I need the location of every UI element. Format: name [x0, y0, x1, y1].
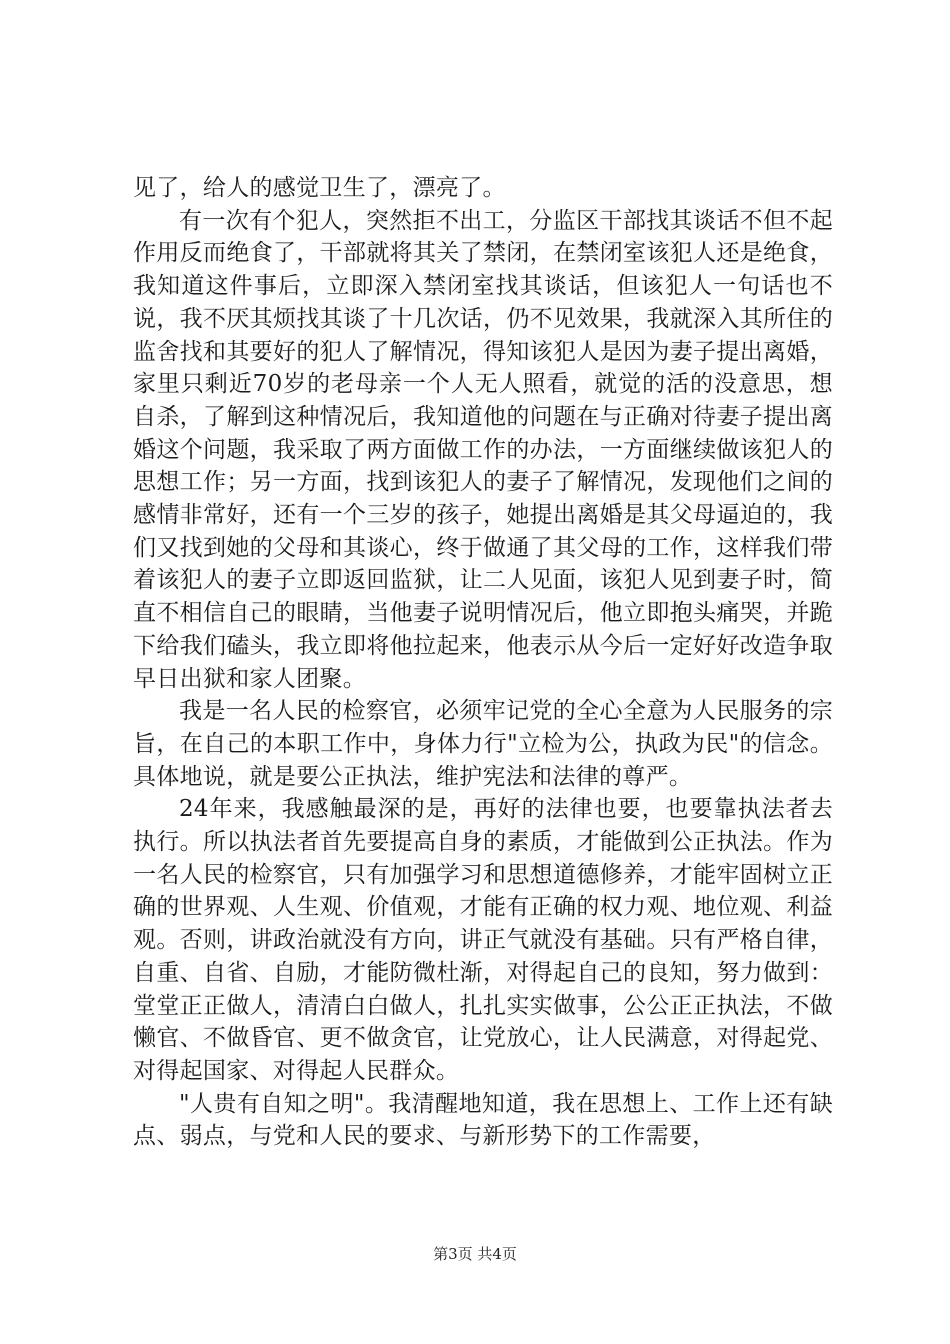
page-footer: 第3页 共4页	[433, 1245, 517, 1263]
document-body	[133, 172, 833, 1153]
paragraph-24-years: 24年来，我感触最深的是，再好的法律也要，也要靠执法者去执行。所以执法者首先要提高自身的素质，才能做到公正执法。作为一名人民的检察官，只有加强学习和思想道德修养，才能牢固树立正确的世界观、人生观、价值观，才能有正确的权力观、地位观、利益观。否则，讲政治就没有方向，讲正气就没有基础。只有严格自律，自重、自省、自励，才能防微杜渐，对得起自己的良知，努力做到：堂堂正正做人，清清白白做人，扎扎实实做事，公公正正执法，不做懒官、不做昏官、更不做贪官，让党放心，让人民满意，对得起党、对得起国家、对得起人民群众。	[133, 796, 833, 1084]
paragraph-self-knowledge: "人贵有自知之明"。我清醒地知道，我在思想上、工作上还有缺点、弱点，与党和人民的要求、与新形势下的工作需要，	[133, 1090, 833, 1150]
paragraph-prosecutor-duty: 我是一名人民的检察官，必须牢记党的全心全意为人民服务的宗旨，在自己的本职工作中，身体力行"立检为公，执政为民"的信念。具体地说，就是要公正执法，维护宪法和法律的尊严。	[133, 698, 833, 790]
paragraph-continuation: 见了，给人的感觉卫生了，漂亮了。	[133, 175, 506, 201]
paragraph-prisoner-story: 有一次有个犯人，突然拒不出工，分监区干部找其谈话不但不起作用反而绝食了，干部就将其关了禁闭，在禁闭室该犯人还是绝食，我知道这件事后，立即深入禁闭室找其谈话，但该犯人一句话也不说，我不厌其烦找其谈了十几次话，仍不见效果，我就深入其所住的监舍找和其要好的犯人了解情况，得知该犯人是因为妻子提出离婚，家里只剩近70岁的老母亲一个人无人照看，就觉的活的没意思，想自杀，了解到这种情况后，我知道他的问题在与正确对待妻子提出离婚这个问题，我采取了两方面做工作的办法，一方面继续做该犯人的思想工作；另一方面，找到该犯人的妻子了解情况，发现他们之间的感情非常好，还有一个三岁的孩子，她提出离婚是其父母逼迫的，我们又找到她的父母和其谈心，终于做通了其父母的工作，这样我们带着该犯人的妻子立即返回监狱，让二人见面，该犯人见到妻子时，简直不相信自己的眼睛，当他妻子说明情况后，他立即抱头痛哭，并跪下给我们磕头，我立即将他拉起来，他表示从今后一定好好改造争取早日出狱和家人团聚。	[133, 207, 833, 692]
